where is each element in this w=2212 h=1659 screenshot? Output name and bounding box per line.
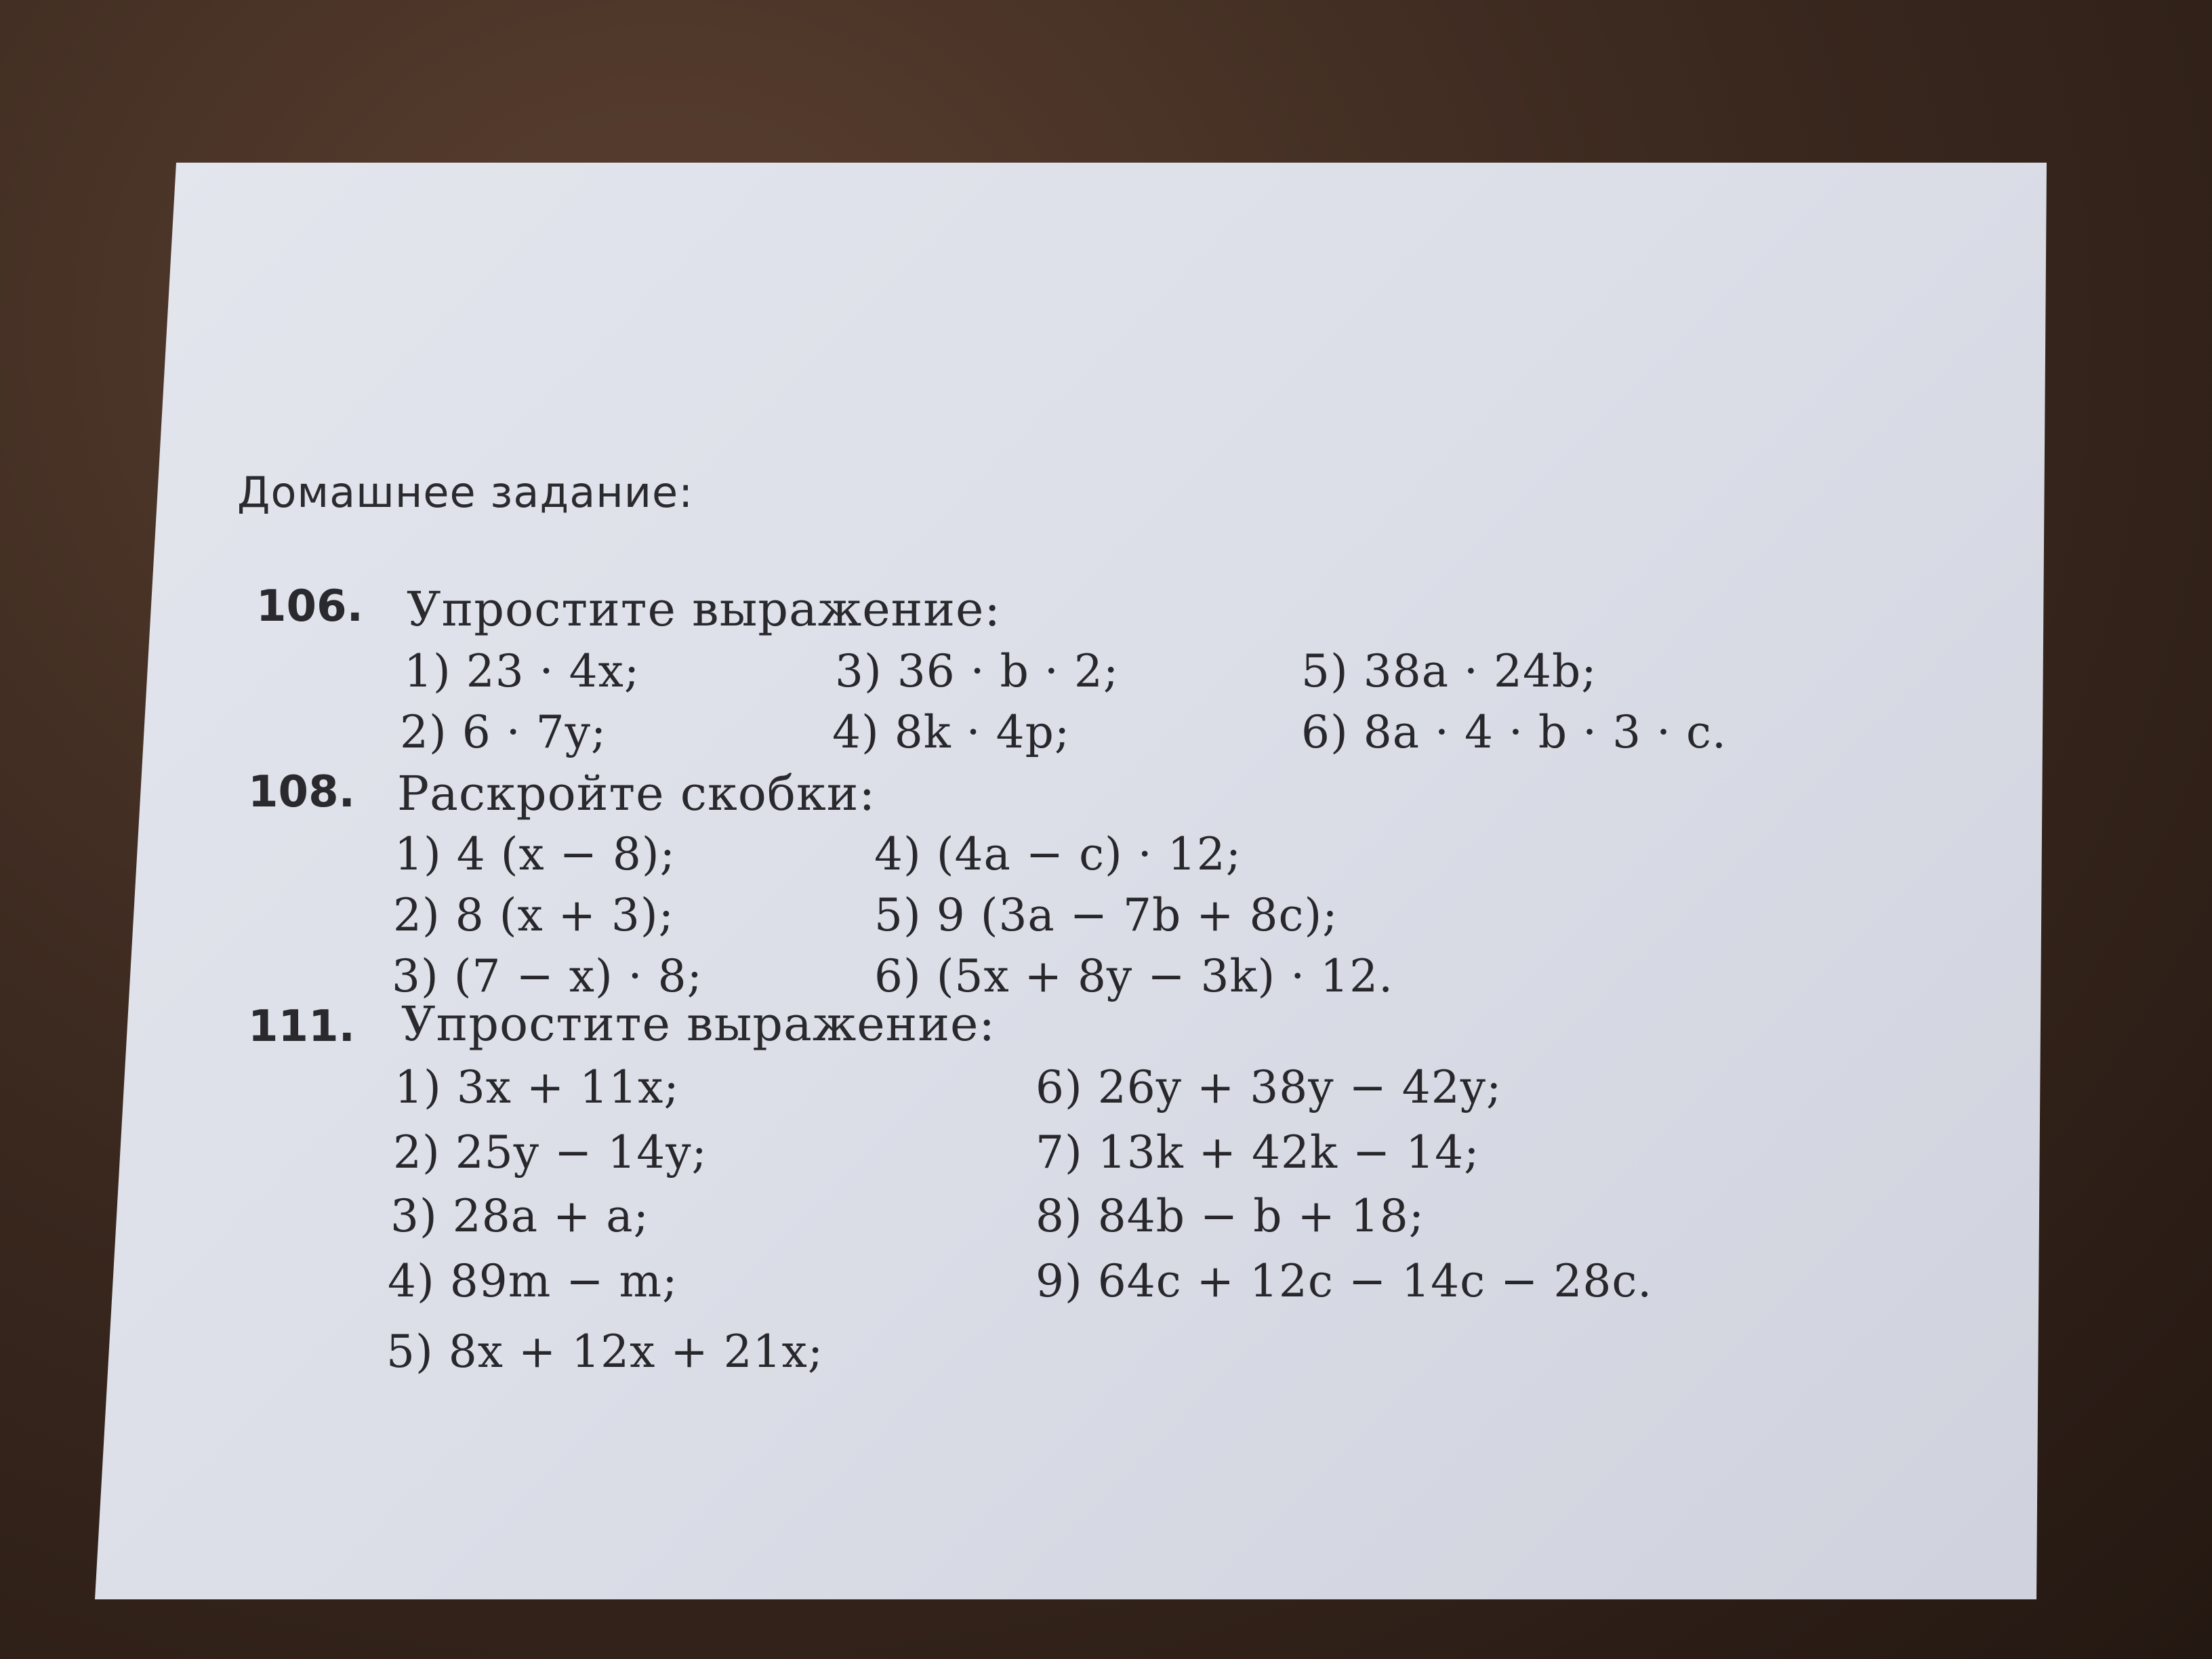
task-111-item-4: 4) 89m − m; — [388, 1255, 678, 1307]
task-111-number: 111. — [248, 1002, 355, 1052]
task-108-item-6: 6) (5x + 8y − 3k) · 12. — [874, 950, 1394, 1002]
homework-heading: Домашнее задание: — [237, 468, 694, 517]
task-111-item-5: 5) 8x + 12x + 21x; — [386, 1326, 824, 1378]
task-106-item-5: 5) 38a · 24b; — [1301, 645, 1597, 697]
task-108-number: 108. — [248, 767, 355, 817]
task-108-item-1: 1) 4 (x − 8); — [394, 828, 676, 880]
task-108-item-5: 5) 9 (3a − 7b + 8c); — [874, 889, 1338, 941]
task-106-item-6: 6) 8a · 4 · b · 3 · c. — [1301, 706, 1727, 758]
task-106-item-3: 3) 36 · b · 2; — [835, 645, 1120, 697]
task-111-item-3: 3) 28a + a; — [390, 1190, 649, 1242]
task-111-item-8: 8) 84b − b + 18; — [1036, 1190, 1425, 1242]
task-106-item-1: 1) 23 · 4x; — [404, 645, 640, 697]
task-111-item-6: 6) 26y + 38y − 42y; — [1036, 1061, 1502, 1113]
task-106-number: 106. — [256, 581, 363, 632]
task-111-item-9: 9) 64c + 12c − 14c − 28c. — [1036, 1255, 1653, 1307]
task-108-item-3: 3) (7 − x) · 8; — [392, 950, 703, 1002]
task-108-title: Раскройте скобки: — [397, 766, 876, 821]
task-106-item-2: 2) 6 · 7y; — [400, 706, 607, 758]
paper-sheet — [95, 163, 2128, 1599]
task-111-item-2: 2) 25y − 14y; — [393, 1126, 708, 1179]
task-111-item-7: 7) 13k + 42k − 14; — [1036, 1126, 1480, 1179]
task-108-item-2: 2) 8 (x + 3); — [393, 889, 674, 941]
task-111-title: Упростите выражение: — [401, 996, 996, 1052]
task-111-item-1: 1) 3x + 11x; — [394, 1061, 680, 1113]
task-106-item-4: 4) 8k · 4p; — [832, 706, 1071, 758]
task-106-title: Упростите выражение: — [407, 581, 1001, 637]
task-108-item-4: 4) (4a − c) · 12; — [874, 828, 1242, 880]
